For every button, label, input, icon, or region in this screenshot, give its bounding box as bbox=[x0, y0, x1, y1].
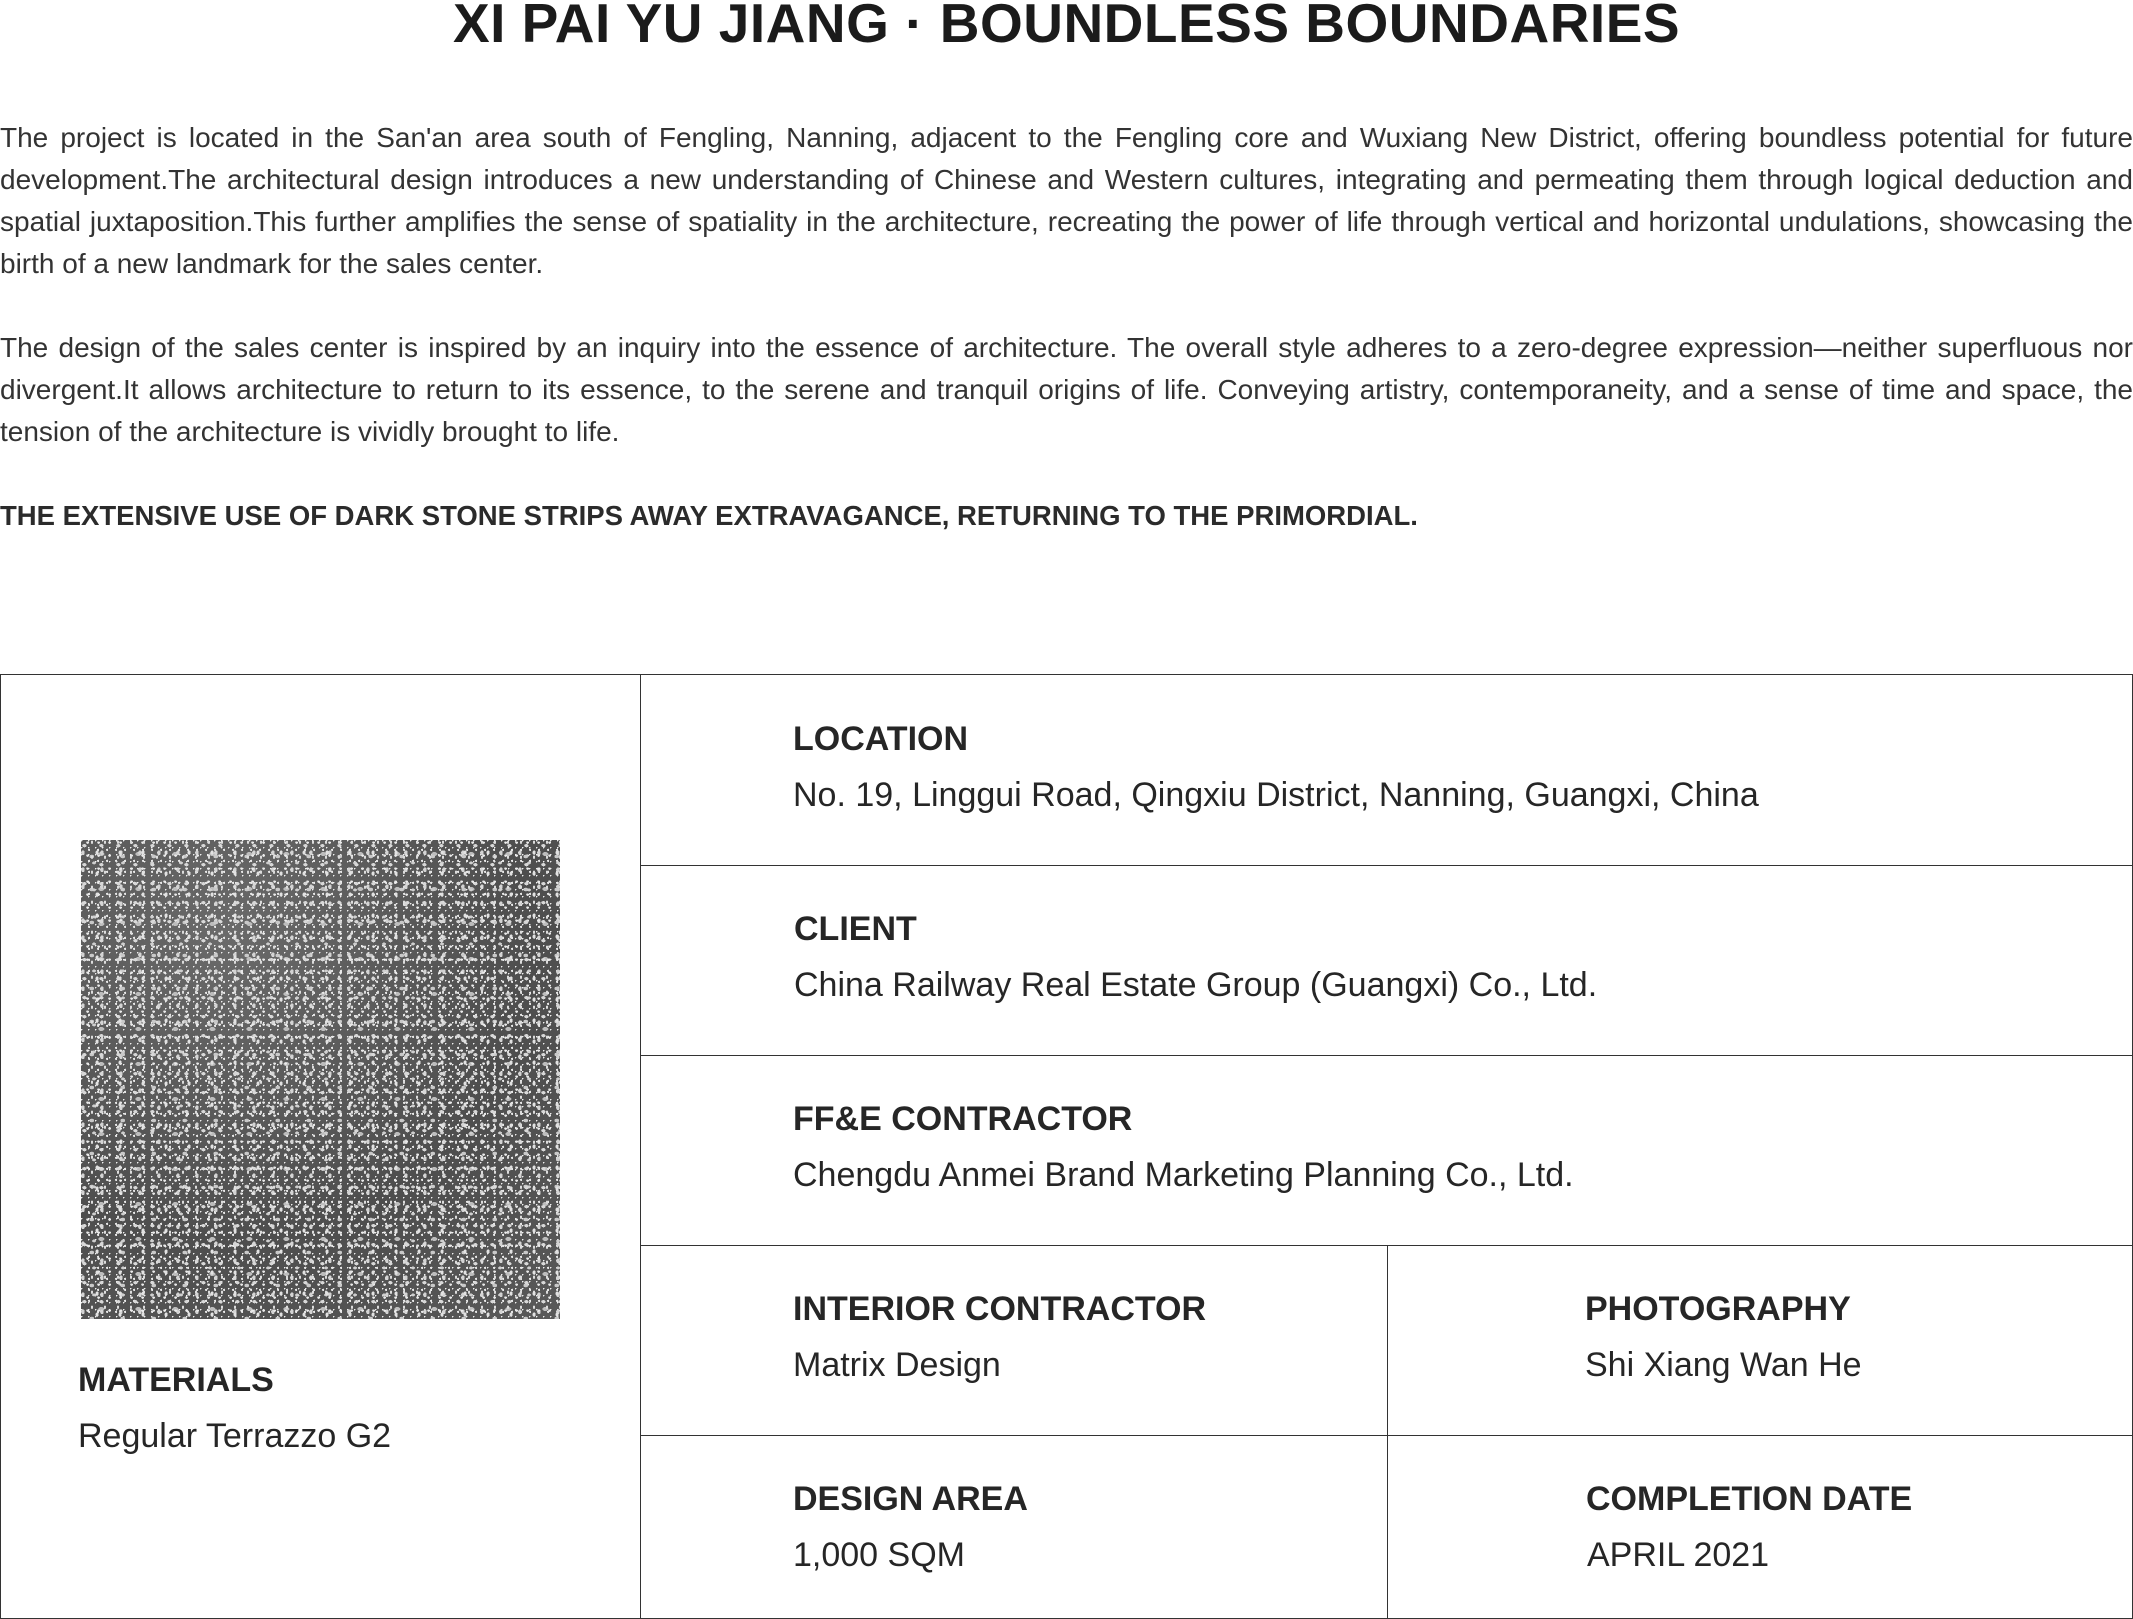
completion-date-value: APRIL 2021 bbox=[1587, 1536, 1770, 1574]
intro-statement: THE EXTENSIVE USE OF DARK STONE STRIPS AWAY EXTRAVAGANCE, RETURNING TO THE PRIMORDIAL. bbox=[0, 500, 1418, 531]
row-divider bbox=[640, 1245, 2132, 1246]
project-info-table bbox=[0, 674, 2133, 1619]
materials-value: Regular Terrazzo G2 bbox=[78, 1417, 392, 1455]
design-area-label: DESIGN AREA bbox=[793, 1480, 1028, 1518]
row-divider bbox=[640, 865, 2132, 866]
intro-paragraph-1: The project is located in the San'an area south of Fengling, Nanning, adjacent to the Fengling core and Wuxiang New District, offering boundless potential for future development.The architectural design introduces a new understanding of Chinese and Western cultures, integrating and permeating them through logical deduction and spatial juxtaposition.This further amplifies the sense of spatiality in the architecture, recreating the power of life through vertical and horizontal undulations, showcasing the birth of a new landmark for the sales center. bbox=[0, 122, 2133, 279]
materials-label: MATERIALS bbox=[78, 1361, 274, 1399]
ffe-contractor-label: FF&E CONTRACTOR bbox=[793, 1100, 1133, 1138]
row-divider bbox=[640, 1435, 2132, 1436]
client-value: China Railway Real Estate Group (Guangxi) Co., Ltd. bbox=[794, 966, 1598, 1004]
photography-value: Shi Xiang Wan He bbox=[1585, 1346, 1862, 1384]
client-label: CLIENT bbox=[794, 910, 917, 948]
intro-text bbox=[0, 117, 2133, 579]
photography-label: PHOTOGRAPHY bbox=[1585, 1290, 1851, 1328]
ffe-contractor-value: Chengdu Anmei Brand Marketing Planning Co., Ltd. bbox=[793, 1156, 1574, 1194]
row-divider bbox=[640, 1055, 2132, 1056]
design-area-value: 1,000 SQM bbox=[793, 1536, 965, 1574]
column-divider bbox=[1387, 1245, 1388, 1618]
location-label: LOCATION bbox=[793, 720, 969, 758]
terrazzo-sample-image bbox=[81, 840, 560, 1319]
interior-contractor-label: INTERIOR CONTRACTOR bbox=[793, 1290, 1207, 1328]
location-value: No. 19, Linggui Road, Qingxiu District, Nanning, Guangxi, China bbox=[793, 776, 1759, 814]
intro-paragraph-2: The design of the sales center is inspired by an inquiry into the essence of architecture. The overall style adheres to a zero-degree expression—neither superfluous nor divergent.It allows architecture to return to its essence, to the serene and tranquil origins of life. Conveying artistry, contemporaneity, and a sense of time and space, the tension of the architecture is vividly brought to life. bbox=[0, 332, 2133, 447]
interior-contractor-value: Matrix Design bbox=[793, 1346, 1001, 1384]
column-divider bbox=[640, 675, 641, 1618]
page-title: XI PAI YU JIANG · BOUNDLESS BOUNDARIES bbox=[452, 0, 1681, 54]
completion-date-label: COMPLETION DATE bbox=[1586, 1480, 1913, 1518]
